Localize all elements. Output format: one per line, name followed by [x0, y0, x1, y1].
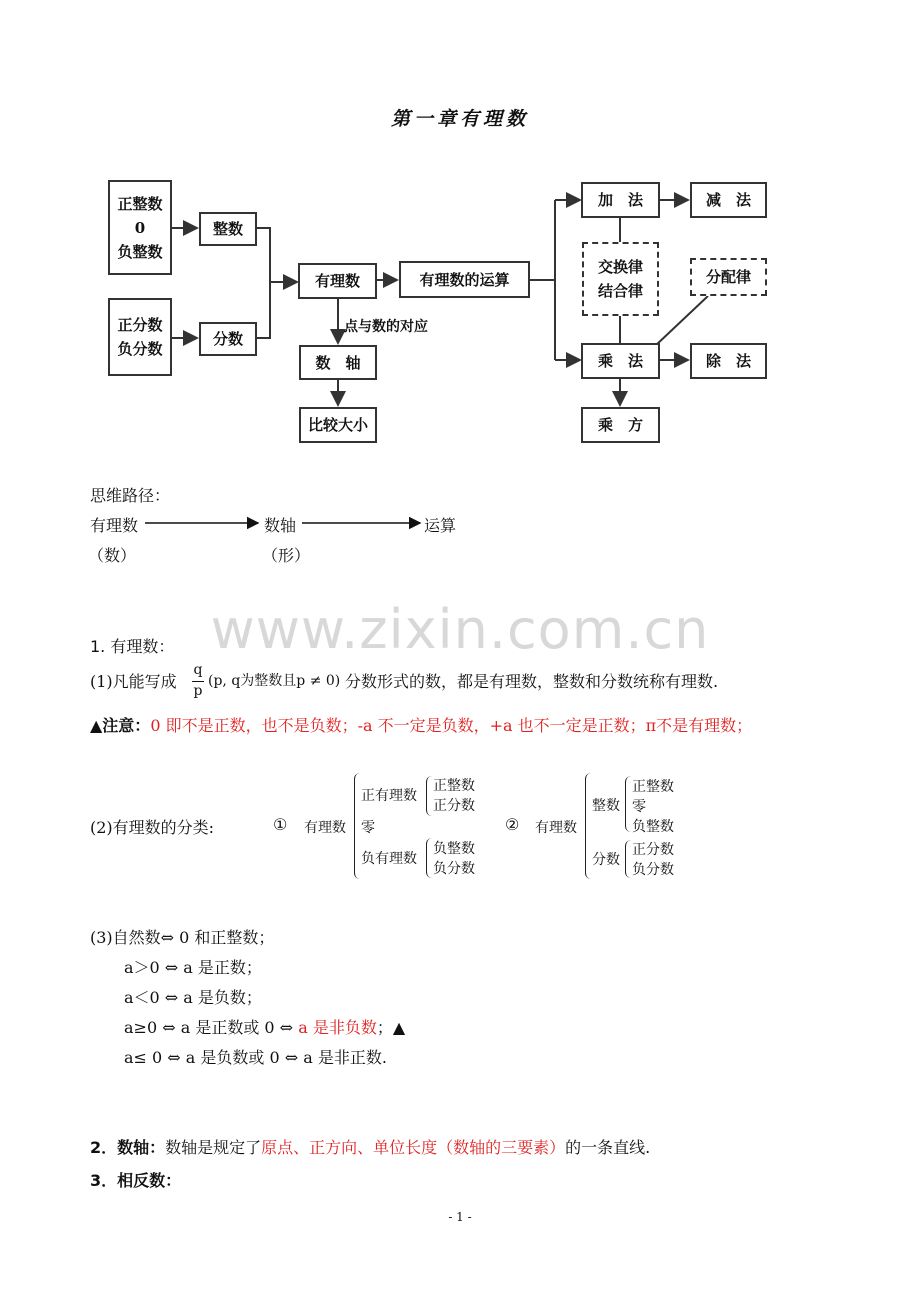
fractions-box [108, 298, 172, 376]
definition-prefix: (1)凡能写成 [90, 672, 177, 691]
relation-non-negative-c: ；▲ [376, 1018, 406, 1037]
note-mark: ▲注意： [90, 716, 151, 735]
positive-frac-label: 正分数 [117, 316, 163, 334]
relation-negative: a＜0 ⇔ a 是负数； [124, 988, 262, 1007]
path-note-shape: （形） [262, 546, 311, 565]
relation-non-negative-a: a≥0 ⇔ a 是正数或 0 ⇔ [124, 1018, 299, 1037]
number-axis-box: 数 轴 [299, 345, 377, 380]
class2-root: 有理数 [535, 820, 577, 836]
section2-text-c: 的一条直线. [565, 1138, 651, 1157]
positive-zero-negative-int-box [108, 180, 172, 275]
class1-negative: 负有理数 [361, 851, 417, 867]
watermark: www.zixin.com.cn [210, 598, 710, 661]
class1-zero: 零 [361, 820, 375, 836]
negative-frac-label: 负分数 [117, 340, 163, 358]
class2-fraction-brace [625, 840, 631, 878]
path-step-axis: 数轴 [264, 516, 297, 535]
class1-root: 有理数 [304, 820, 346, 836]
class1-positive: 正有理数 [361, 788, 417, 804]
path-step-rational: 有理数 [90, 516, 139, 535]
class1-positive-int: 正整数 [433, 778, 475, 794]
natural-number-line: (3)自然数⇔ 0 和正整数； [90, 928, 275, 947]
definition-suffix: 分数形式的数，都是有理数，整数和分数统称有理数. [345, 672, 719, 691]
class2-negative-int: 负整数 [632, 819, 674, 835]
class2-zero: 零 [632, 799, 646, 815]
page-title: 第一章有理数 [390, 108, 529, 130]
section2-heading: 2．数轴： [90, 1138, 166, 1157]
commutative-label: 交换律 [597, 258, 643, 276]
class1-positive-brace [426, 776, 432, 816]
relation-positive: a＞0 ⇔ a 是正数； [124, 958, 262, 977]
integer-box: 整数 [199, 212, 257, 246]
fraction-bar [192, 681, 204, 682]
relation-non-negative-b: a 是非负数 [298, 1018, 377, 1037]
section2-text-b: 原点、正方向、单位长度（数轴的三要素） [261, 1138, 566, 1157]
definition-condition: (p, q为整数且p ≠ 0) [208, 673, 341, 689]
class1-positive-frac: 正分数 [433, 798, 475, 814]
class2-positive-frac: 正分数 [632, 842, 674, 858]
class2-positive-int: 正整数 [632, 779, 674, 795]
rational-box: 有理数 [298, 263, 377, 299]
page-number: - 1 - [448, 1210, 472, 1224]
section3-heading: 3．相反数： [90, 1171, 182, 1190]
class2-fraction: 分数 [592, 852, 620, 868]
path-heading: 思维路径： [90, 486, 171, 505]
section2-line [90, 1135, 650, 1158]
path-note-number: （数） [88, 546, 137, 565]
class1-brace [354, 773, 361, 879]
class2-brace [585, 773, 592, 879]
add-box: 加 法 [581, 182, 660, 218]
multiply-box: 乘 法 [581, 343, 660, 379]
fraction-denominator: p [193, 683, 203, 699]
class1-negative-frac: 负分数 [433, 861, 475, 877]
class2-integer-brace [625, 776, 631, 832]
relation-non-negative [124, 1015, 405, 1038]
relation-non-positive: a≤ 0 ⇔ a 是负数或 0 ⇔ a 是非正数. [124, 1048, 387, 1067]
laws-box [582, 242, 659, 316]
path-step-ops: 运算 [424, 516, 457, 535]
classification-label: (2)有理数的分类: [90, 818, 215, 837]
compare-box: 比较大小 [299, 407, 377, 443]
associative-label: 结合律 [597, 282, 643, 300]
class1-negative-brace [426, 838, 432, 878]
note-line [90, 713, 752, 736]
zero-label: 0 [134, 218, 146, 237]
class2-number: ② [505, 815, 520, 834]
point-number-label: 点与数的对应 [344, 319, 428, 335]
negative-int-label: 负整数 [117, 242, 163, 261]
operations-box: 有理数的运算 [399, 261, 530, 298]
subtract-box: 减 法 [690, 182, 767, 218]
distributive-box: 分配律 [690, 258, 767, 296]
section1-heading: 1. 有理数： [90, 637, 175, 656]
class2-integer: 整数 [592, 798, 620, 814]
section2-text-a: 数轴是规定了 [165, 1138, 262, 1157]
class1-number: ① [273, 815, 288, 834]
note-text: 0 即不是正数，也不是负数；-a 不一定是负数，+a 也不一定是正数；π不是有理数； [150, 716, 753, 735]
fraction-numerator: q [193, 662, 203, 678]
power-box: 乘 方 [581, 407, 660, 443]
divide-box: 除 法 [690, 343, 767, 379]
fraction-box: 分数 [199, 322, 257, 356]
class2-negative-frac: 负分数 [632, 862, 674, 878]
class1-negative-int: 负整数 [433, 841, 475, 857]
positive-int-label: 正整数 [117, 194, 163, 213]
